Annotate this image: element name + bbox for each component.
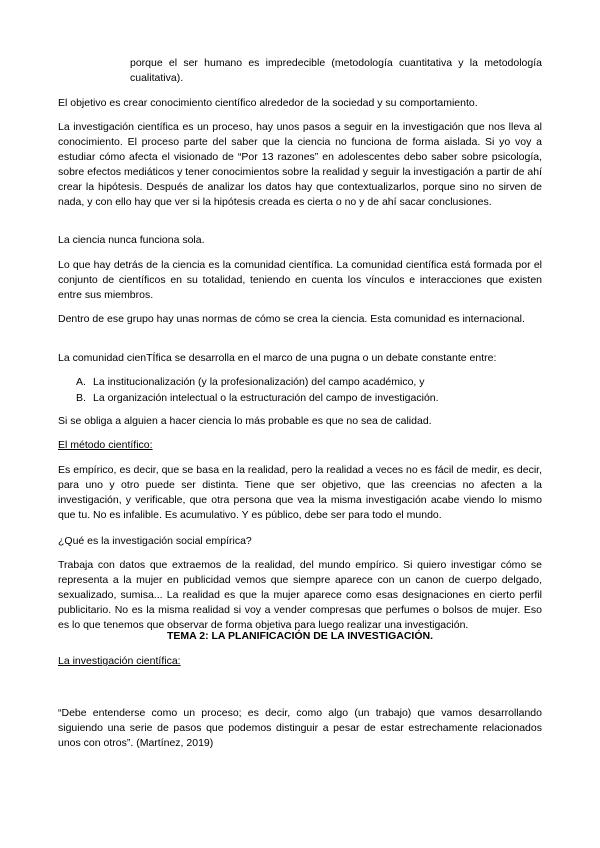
inv-cientifica-heading: La investigación científica: (58, 655, 181, 667)
list-item-text: La organización intelectual o la estructuración del campo de investigación. (93, 392, 439, 404)
list-item (76, 375, 542, 390)
list-marker: B. (76, 392, 86, 404)
quote-paragraph: “Debe entenderse como un proceso; es decir, como algo (un trabajo) que vamos desarrollando siguiendo una serie de pasos que podemos distinguir a pesar de estar estrechamente relacionados unos con otros”. (Martínez, 2019) (58, 707, 542, 749)
list-item (76, 391, 542, 406)
list-marker: A. (76, 376, 86, 388)
investigacion-proceso-paragraph: La investigación científica es un proceso, hay unos pasos a seguir en la investigación que nos lleva al conocimiento. El proceso parte del saber que la ciencia no funciona de forma aislada. Si yo voy a estudiar cómo afecta el visionado de “Por 13 razones” en adolescentes debo saber sobre psicología, sobre efectos mediáticos y tener conocimientos sobre la realidad y seguir la investigación a partir de ahí crear la hipótesis. Después de analizar los datos hay que contextualizarlos, porque sino no sirven de nada, y con ello hay que ver si la hipótesis creada es cierta o no y de ahí sacar conclusiones. (58, 121, 542, 208)
obliga-paragraph: Si se obliga a alguien a hacer ciencia lo más probable es que no sea de calidad. (58, 415, 432, 427)
metodo-paragraph: Es empírico, es decir, que se basa en la realidad, pero la realidad a veces no es fácil de medir, es decir, para uno y otro puede ser distinta. Tiene que ser objetivo, que las creencias no afecten a la investigación, y verificable, que otra persona que vea la misma investigación acabe viendo lo mismo que tu. No es infalible. Es acumulativo. Y es público, debe ser para todo el mundo. (58, 464, 542, 521)
objetivo-paragraph: El objetivo es crear conocimiento científico alrededor de la sociedad y su comportamiento. (58, 97, 478, 109)
ciencia-sola-paragraph: La ciencia nunca funciona sola. (58, 234, 205, 246)
intro-continuation: porque el ser humano es impredecible (metodología cuantitativa y la metodología cualitativa). (130, 57, 542, 84)
social-paragraph: Trabaja con datos que extraemos de la realidad, del mundo empírico. Si quiero investigar cómo se representa a la mujer en publicidad vemos que siempre aparece con un canon de cuerpo delgado, sexualizado, sumisa... La realidad es que la mujer aparece como esas designaciones en cierto perfil publicitario. No es la misma realidad si voy a vender compresas que perfumes o bolsos de mujer. Eso es lo que tenemos que observar de forma objetiva para luego realizar una investigación. (58, 559, 542, 631)
social-question: ¿Qué es la investigación social empírica? (58, 535, 252, 547)
tema-heading: TEMA 2: LA PLANIFICACIÓN DE LA INVESTIGACIÓN. (166, 630, 433, 642)
pugna-paragraph: La comunidad cienTÍfica se desarrolla en el marco de una pugna o un debate constante entre: (58, 352, 497, 364)
list-item-text: La institucionalización (y la profesionalización) del campo académico, y (93, 376, 425, 388)
comunidad-paragraph: Lo que hay detrás de la ciencia es la comunidad científica. La comunidad científica está formada por el conjunto de científicos en su totalidad, teniendo en cuenta los vínculos e interacciones que existen entre sus miembros. (58, 259, 542, 301)
normas-paragraph: Dentro de ese grupo hay unas normas de cómo se crea la ciencia. Esta comunidad es internacional. (58, 313, 525, 325)
metodo-heading: El método científico: (58, 439, 153, 451)
